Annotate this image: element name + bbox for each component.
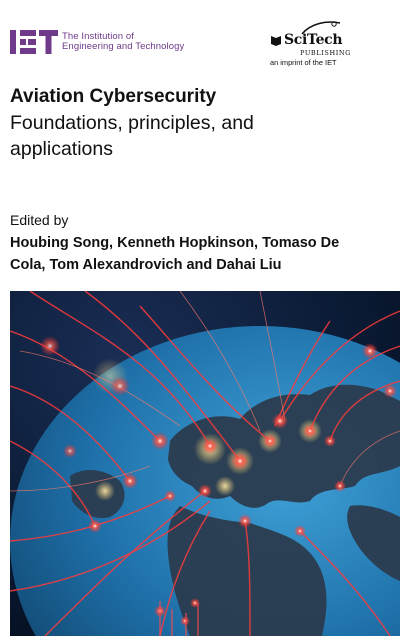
- book-icon: [270, 34, 282, 46]
- editors-list: Houbing Song, Kenneth Hopkinson, Tomaso De Cola, Tom Alexandrovich and Dahai Liu: [10, 235, 340, 273]
- iet-name: [62, 32, 184, 53]
- book-title: Aviation Cybersecurity: [10, 86, 217, 107]
- imprint-note: an imprint of the IET: [270, 58, 337, 67]
- scitech-logo: [270, 20, 351, 67]
- scitech-sub: PUBLISHING: [300, 49, 351, 57]
- iet-logo: [10, 30, 184, 54]
- iet-name-line1: The Institution of: [62, 30, 135, 42]
- book-subtitle: Foundations, principles, and applications: [10, 112, 254, 160]
- globe-illustration: [10, 291, 400, 636]
- cover-illustration: [10, 291, 400, 636]
- iet-name-line2: Engineering and Technology: [62, 41, 185, 52]
- iet-logo-mark: [10, 30, 58, 54]
- edited-by-label: Edited by: [10, 212, 69, 228]
- scitech-name: SciTech: [284, 32, 343, 48]
